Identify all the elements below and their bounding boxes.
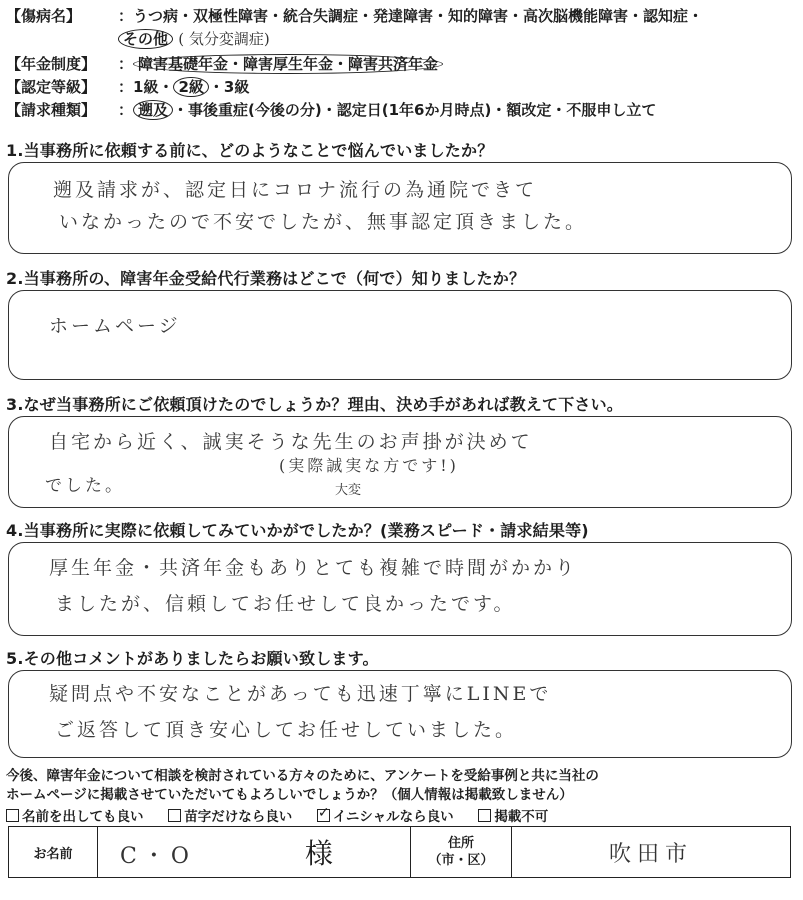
answer-box-3 — [8, 416, 792, 508]
option-no-publish[interactable]: 掲載不可 — [478, 809, 548, 825]
signature-table — [8, 826, 791, 878]
address-label-1: 住所 — [447, 836, 474, 851]
answer-3-line-1: 自宅から近く、誠実そうな先生のお声掛が決めて — [49, 431, 533, 453]
pension-circled: 障害基礎年金・障害厚生年金・障害共済年金 — [133, 54, 443, 74]
checkbox-no-publish[interactable] — [478, 809, 491, 822]
option-surname-only[interactable]: 苗字だけなら良い — [168, 809, 292, 825]
disease-other-circled: その他 — [118, 29, 173, 49]
grade-row: 【認定等級】 ：1級・ 2級 ・3級 — [6, 78, 250, 96]
address-label-2: （市・区） — [428, 853, 494, 868]
answer-1-line-2: いなかったので不安でしたが、無事認定頂きました。 — [59, 211, 588, 233]
name-label-cell — [9, 827, 98, 878]
grade-3: 3級 — [223, 78, 250, 96]
answer-box-1 — [8, 162, 792, 254]
claim-rest: ・事後重症(今後の分)・認定日(1年6か月時点)・額改定・不服申し立て — [173, 101, 657, 119]
grade-1: 1級 — [133, 78, 159, 96]
name-label: お名前 — [33, 846, 73, 862]
answer-1-line-1: 遡及請求が、認定日にコロナ流行の為通院できて — [53, 179, 538, 201]
answer-box-5 — [8, 670, 792, 758]
consent-options — [6, 805, 568, 825]
question-2: 2.当事務所の、障害年金受給代行業務はどこで（何で）知りましたか？ — [6, 269, 526, 288]
answer-4-line-2: ましたが、信頼してお任せして良かったです。 — [55, 593, 516, 615]
claim-circled: 遡及 — [133, 100, 173, 120]
answer-3-insert: 大変 — [335, 483, 362, 498]
address-label-cell — [411, 827, 512, 878]
disease-row-2 — [118, 29, 270, 50]
grade-2-circled: 2級 — [173, 77, 208, 97]
address-value: 吹田市 — [608, 841, 693, 867]
notice-line-2: ホームページに掲載させていただいてもよろしいでしょうか？（個人情報は掲載致しません） — [6, 787, 573, 803]
answer-box-4 — [8, 542, 792, 636]
disease-options: ：うつ病・双極性障害・統合失調症・発達障害・知的障害・高次脳機能障害・認知症・ — [118, 7, 704, 25]
claim-row: 【請求種類】 ： 遡及 ・事後重症(今後の分)・認定日(1年6か月時点)・額改定・不服申し立て — [6, 101, 657, 119]
answer-5-line-2: ご返答して頂き安心してお任せしていました。 — [55, 719, 518, 741]
address-value-cell — [512, 827, 791, 878]
question-3: 3.なぜ当事務所にご依頼頂けたのでしょうか？理由、決め手があれば教えて下さい。 — [6, 395, 624, 414]
question-5: 5.その他コメントがありましたらお願い致します。 — [6, 649, 379, 668]
answer-2-line-1: ホームページ — [49, 315, 181, 337]
checkbox-full-name[interactable] — [6, 809, 19, 822]
checkbox-initials[interactable] — [317, 809, 330, 822]
answer-box-2 — [8, 290, 792, 380]
claim-label: 【請求種類】 — [6, 101, 97, 119]
checkbox-surname-only[interactable] — [168, 809, 181, 822]
disease-handwritten: ( 気分変調症) — [178, 30, 270, 48]
pension-row: 【年金制度】 ： 障害基礎年金・障害厚生年金・障害共済年金 — [6, 54, 443, 75]
answer-3-line-2: (実際誠実な方です!) — [279, 456, 459, 475]
name-value-cell — [98, 827, 411, 878]
answer-5-line-1: 疑問点や不安なことがあっても迅速丁寧にLINEで — [49, 683, 552, 705]
question-1: 1.当事務所に依頼する前に、どのようなことで悩んでいましたか？ — [6, 141, 494, 160]
name-value: C・O — [120, 844, 195, 869]
question-4: 4.当事務所に実際に依頼してみていかがでしたか？(業務スピード・請求結果等) — [6, 521, 589, 540]
disease-row — [6, 6, 703, 27]
grade-label: 【認定等級】 — [6, 78, 97, 96]
option-full-name[interactable]: 名前を出しても良い — [6, 809, 144, 825]
option-initials[interactable]: ✓ イニシャルなら良い — [317, 809, 454, 825]
disease-label: 【傷病名】 — [6, 7, 82, 25]
answer-4-line-1: 厚生年金・共済年金もありとても複雑で時間がかかり — [49, 557, 578, 579]
answer-3-line-3: でした。 — [45, 476, 125, 496]
honorific: 様 — [304, 837, 333, 870]
notice-line-1: 今後、障害年金について相談を検討されている方々のために、アンケートを受給事例と共に当社の — [6, 768, 599, 784]
pension-label: 【年金制度】 — [6, 55, 97, 73]
